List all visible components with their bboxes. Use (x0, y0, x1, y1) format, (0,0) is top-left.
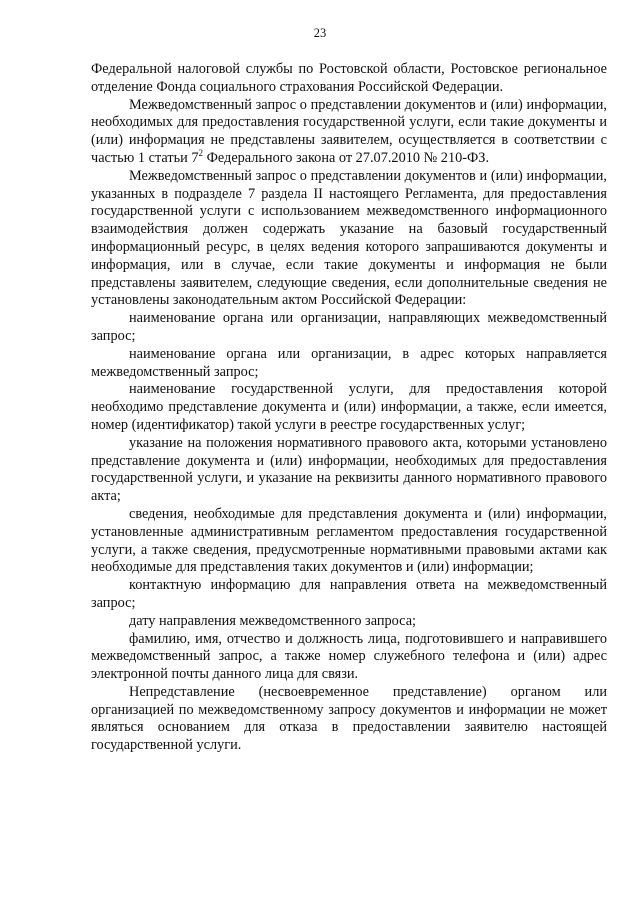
paragraph-2-text: Межведомственный запрос о представлении документов и (или) информации, необходимых для предоставления государственной услуги, если такие документы и (или) информация не представлены заявителем, осуществляется в соответствии с частью 1 статьи 7 (91, 96, 607, 166)
list-item-receiving-organ: наименование органа или организации, в адрес которых направляется межведомственный запрос; (91, 345, 607, 380)
footnote-superscript: 2 (198, 148, 204, 159)
list-item-required-info: сведения, необходимые для представления документа и (или) информации, установленные административным регламентом предоставления государственной услуги, а также сведения, предусмотренные нормативными правовыми актами как необходимые для представления таких документов и (или) информации; (91, 505, 607, 576)
list-item-legal-act: указание на положения нормативного правового акта, которыми установлено представление документа и (или) информации, необходимых для предоставления государственной услуги, и указание на реквизиты данного нормативного правового акта; (91, 434, 607, 505)
list-item-responsible-person: фамилию, имя, отчество и должность лица, подготовившего и направившего межведомственный запрос, а также номер служебного телефона и (или) адрес электронной почты данного лица для связи. (91, 630, 607, 683)
paragraph-1: Федеральной налоговой службы по Ростовской области, Ростовское региональное отделение Фонда социального страхования Российской Федерации. (91, 61, 607, 95)
paragraph-2-tail: Федерального закона от 27.07.2010 № 210-ФЗ. (203, 149, 490, 166)
list-item-contact-info: контактную информацию для направления ответа на межведомственный запрос; (91, 577, 607, 611)
list-item-requesting-organ: наименование органа или организации, направляющих межведомственный запрос; (91, 310, 607, 344)
paragraph-non-submission: Непредставление (несвоевременное представление) органом или организацией по межведомственному запросу документов и информации не может являться основанием для отказа в предоставлении заявителю настоящей государственной услуги. (91, 683, 607, 754)
page-number: 23 (313, 26, 327, 40)
paragraph-2 (91, 97, 607, 168)
list-item-request-date: дату направления межведомственного запроса; (129, 612, 417, 629)
paragraph-3: Межведомственный запрос о представлении документов и (или) информации, указанных в подразделе 7 раздела II настоящего Регламента, для предоставления государственной услуги с использованием межведомственного информационного взаимодействия должен содержать указание на базовый государственный информационный ресурс, в целях ведения которого запрашиваются документы и информация, или в случае, если такие документы и информация не были представлены заявителем, следующие сведения, если дополнительные сведения не установлены законодательным актом Российской Федерации: (91, 167, 607, 309)
list-item-service-name: наименование государственной услуги, для предоставления которой необходимо представление документа и (или) информации, а также, если имеется, номер (идентификатор) такой услуги в реестре государственных услуг; (91, 381, 607, 433)
document-body (91, 61, 607, 755)
